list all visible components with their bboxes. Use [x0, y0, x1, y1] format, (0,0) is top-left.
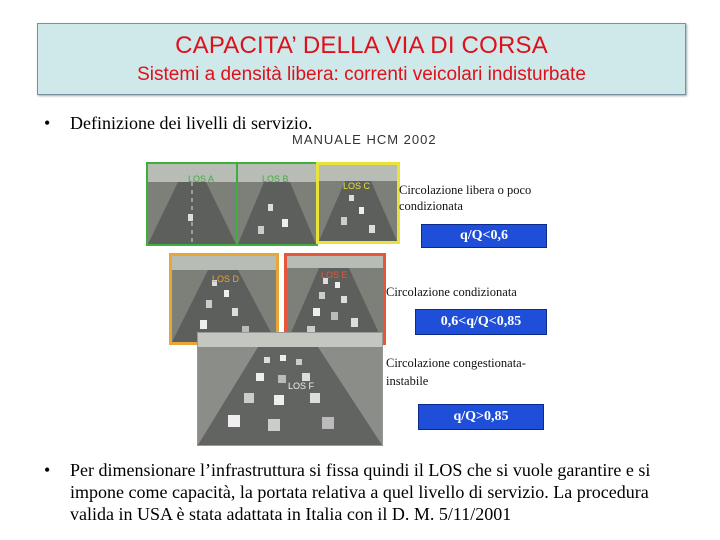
bullet-definition	[44, 112, 313, 134]
slide-subtitle: Sistemi a densità libera: correnti veicolari indisturbate	[137, 64, 586, 85]
group-2-ratio: 0,6<q/Q<0,85	[415, 309, 547, 335]
los-label: LOS B	[262, 174, 289, 184]
group-3-description: Circolazione congestionata-instabile	[386, 356, 526, 388]
figure-heading: MANUALE HCM 2002	[292, 132, 437, 147]
bullet-marker: •	[44, 460, 51, 480]
highway-image	[319, 165, 397, 241]
highway-image	[287, 256, 383, 342]
los-label: LOS D	[212, 274, 240, 284]
highway-image	[172, 256, 276, 342]
group-3-ratio: q/Q>0,85	[418, 404, 544, 430]
photo-los-f	[197, 332, 383, 446]
group-1-description: Circolazione libera o poco condizionata	[399, 183, 532, 213]
slide-title: CAPACITA’ DELLA VIA DI CORSA	[175, 32, 548, 59]
photo-los-a	[146, 162, 238, 246]
bullet-dimensioning-text: Per dimensionare l’infrastruttura si fissa quindi il LOS che si vuole garantire e si impone come capacità, la portata relativa a quel livello di servizio. La procedura valida in USA è stata adattata in Italia con il D. M. 5/11/2001	[70, 460, 651, 524]
los-label: LOS C	[343, 181, 371, 191]
title-box	[37, 23, 686, 95]
photo-los-b	[236, 162, 318, 246]
bullet-dimensioning	[44, 459, 692, 525]
bullet-definition-text: Definizione dei livelli di servizio.	[70, 113, 313, 133]
los-label: LOS F	[288, 381, 315, 391]
group-1-ratio: q/Q<0,6	[421, 224, 547, 248]
los-label: LOS A	[188, 174, 215, 184]
photo-los-c	[316, 162, 400, 244]
bullet-marker: •	[44, 113, 51, 133]
group-2-description: Circolazione condizionata	[386, 285, 517, 299]
los-label: LOS E	[321, 270, 348, 280]
